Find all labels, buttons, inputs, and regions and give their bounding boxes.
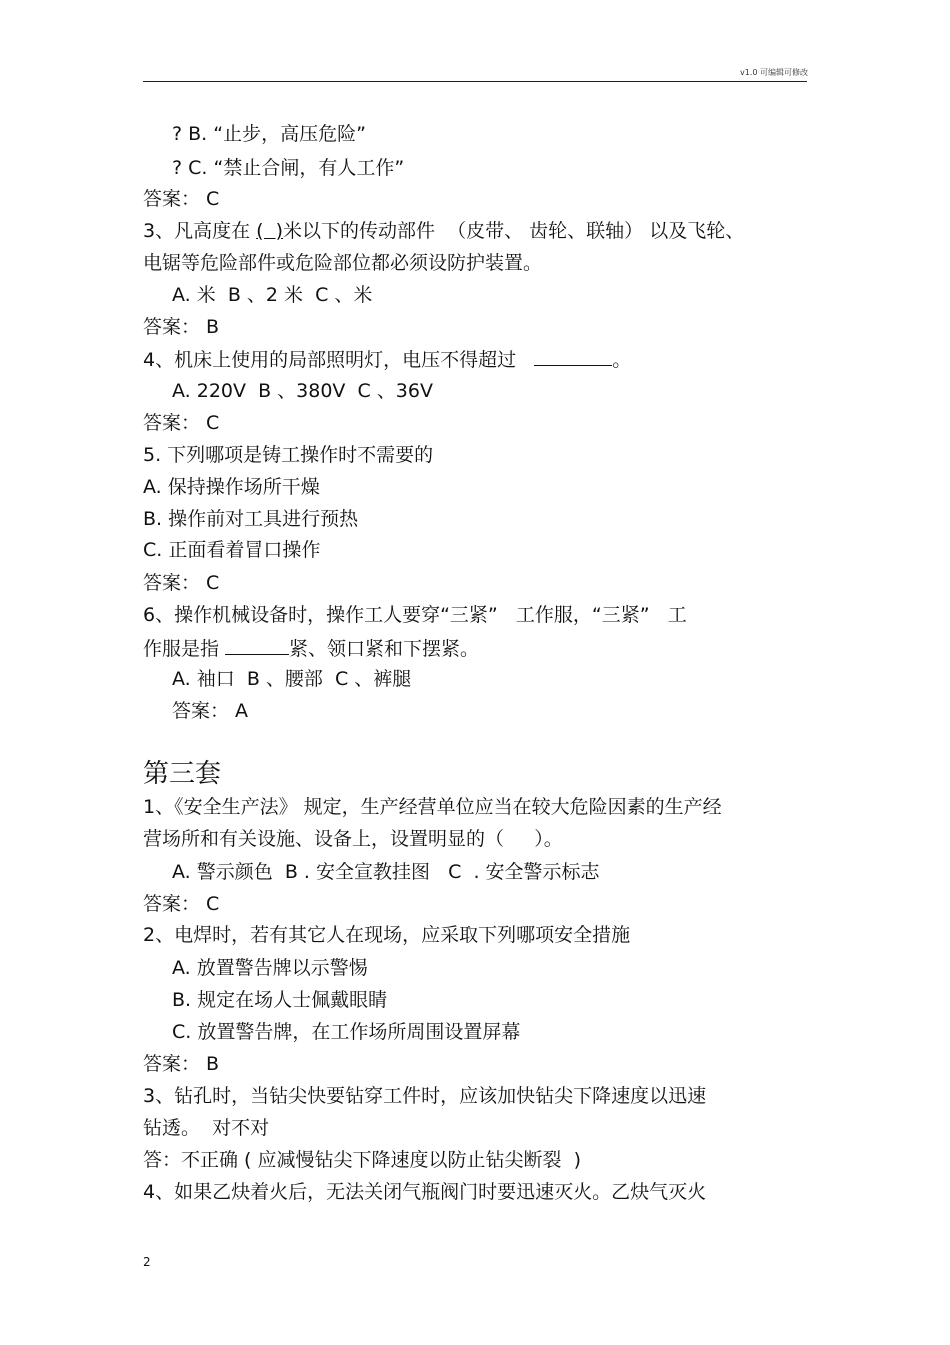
page-number: 2 (143, 1255, 151, 1269)
answer-line: 答案： C (143, 188, 220, 210)
option-line: A. 220V B 、380V C 、36V (172, 380, 433, 402)
question-line: 营场所和有关设施、设备上，设置明显的（ ）。 (143, 828, 563, 850)
question-line: 4、如果乙炔着火后，无法关闭气瓶阀门时要迅速灭火。乙炔气灭火 (143, 1181, 707, 1203)
question-line: 1、《安全生产法》 规定，生产经营单位应当在较大危险因素的生产经 (143, 796, 722, 818)
question-text: 紧、领口紧和下摆紧。 (289, 638, 480, 660)
answer-blank (534, 346, 612, 366)
option-line: A. 保持操作场所干燥 (143, 476, 320, 498)
option-line: A. 米 B 、2 米 C 、米 (172, 284, 373, 306)
question-line: 3、钻孔时，当钻尖快要钻穿工件时，应该加快钻尖下降速度以迅速 (143, 1085, 707, 1107)
question-line: 2、电焊时，若有其它人在现场，应采取下列哪项安全措施 (143, 924, 631, 946)
answer-line: 答案： C (143, 893, 220, 915)
option-line: A. 警示颜色 B . 安全宣教挂图 C . 安全警示标志 (172, 861, 600, 883)
option-line: C. 放置警告牌，在工作场所周围设置屏幕 (172, 1021, 521, 1043)
option-line: C. 正面看着冒口操作 (143, 539, 321, 561)
question-line: 钻透。 对不对 (143, 1117, 270, 1139)
option-line: A. 袖口 B 、腰部 C 、裤腿 (172, 668, 412, 690)
question-text: 。 (612, 349, 632, 371)
option-line: ? C. “禁止合闸，有人工作” (172, 157, 405, 179)
blank-paren: ( ) (256, 220, 284, 242)
option-line: A. 放置警告牌以示警惕 (172, 957, 368, 979)
option-line: ? B. “止步，高压危险” (172, 123, 366, 145)
answer-line: 答：不正确 ( 应减慢钻尖下降速度以防止钻尖断裂 ) (143, 1149, 581, 1171)
question-text: 米以下的传动部件 （皮带、 齿轮、联轴） 以及飞轮、 (283, 220, 745, 242)
section-heading: 第三套 (143, 759, 222, 789)
answer-line: 答案： C (143, 572, 220, 594)
question-line: 电锯等危险部件或危险部位都必须设防护装置。 (143, 252, 543, 274)
question-line (143, 219, 744, 243)
option-line: B. 规定在场人士佩戴眼睛 (172, 989, 388, 1011)
answer-blank (225, 635, 289, 655)
header-text: v1.0 可编辑可修改 (740, 68, 808, 77)
answer-line: 答案： A (172, 700, 249, 722)
question-text: 作服是指 (143, 638, 226, 660)
answer-line: 答案： B (143, 1053, 220, 1075)
question-text: 3、凡高度在 (143, 220, 257, 242)
question-text: 4、机床上使用的局部照明灯，电压不得超过 (143, 349, 535, 371)
question-line (143, 635, 479, 661)
question-line (143, 346, 631, 372)
question-line: 6、操作机械设备时，操作工人要穿“三紧” 工作服，“三紧” 工 (143, 604, 687, 626)
question-line: 5. 下列哪项是铸工操作时不需要的 (143, 444, 434, 466)
option-line: B. 操作前对工具进行预热 (143, 508, 359, 530)
answer-line: 答案： B (143, 316, 220, 338)
header-rule (143, 81, 807, 82)
answer-line: 答案： C (143, 412, 220, 434)
